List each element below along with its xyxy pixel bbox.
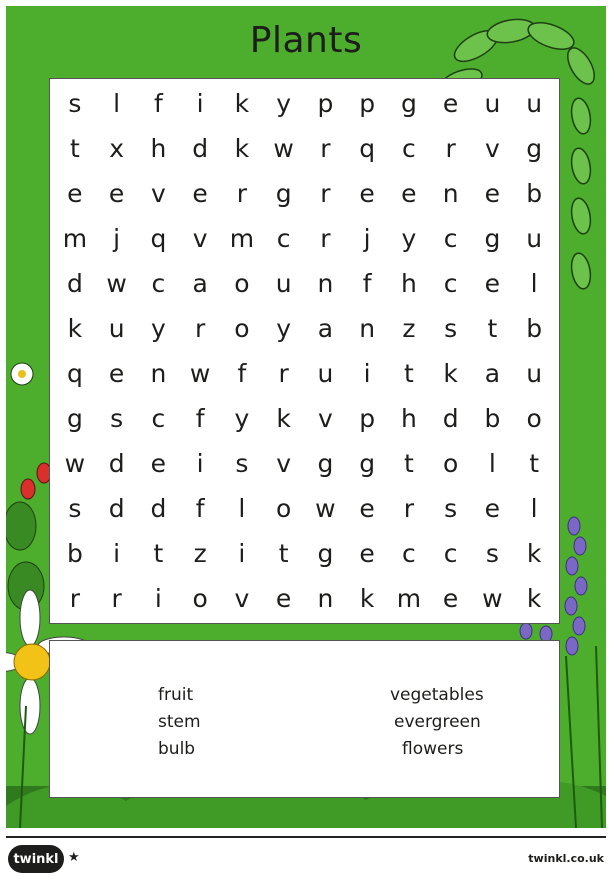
grid-letter: e [150, 449, 167, 478]
grid-letter: k [234, 134, 250, 163]
grid-letter: q [150, 224, 167, 253]
grid-letter: v [150, 179, 166, 208]
grid-letter: e [484, 269, 501, 298]
leaf-icon [569, 252, 593, 291]
grid-letter: b [484, 404, 501, 433]
grid-letter: i [113, 539, 121, 568]
grid-letter: i [238, 539, 246, 568]
grid-letter: u [484, 89, 501, 118]
grid-letter: k [67, 314, 83, 343]
grid-letter: s [444, 494, 458, 523]
grid-letter: l [238, 494, 246, 523]
grid-letter: v [234, 584, 250, 613]
grid-letter: o [275, 494, 292, 523]
word-list-item: evergreen [394, 712, 481, 732]
grid-letter: w [189, 359, 211, 388]
leaf-icon [569, 147, 593, 186]
grid-letter: y [234, 404, 250, 433]
grid-letter: a [484, 359, 501, 388]
grid-letter: c [276, 224, 291, 253]
grid-letter: w [64, 449, 86, 478]
word-list-item: fruit [158, 685, 194, 705]
grid-letter: e [192, 179, 208, 208]
grid-letter: e [442, 584, 459, 613]
worksheet-background [6, 6, 606, 828]
grid-letter: g [526, 134, 543, 163]
grid-letter: a [317, 314, 334, 343]
grid-letter: e [359, 494, 375, 523]
grid-letter: e [108, 179, 125, 208]
grid-letter: k [359, 584, 375, 613]
grid-letter: r [236, 179, 248, 208]
grid-letter: c [151, 404, 166, 433]
grid-letter: s [235, 449, 249, 478]
grid-letter: j [113, 224, 121, 253]
grid-letter: f [195, 494, 205, 523]
grid-letter: u [526, 359, 543, 388]
grid-letter: n [359, 314, 376, 343]
grid-letter: q [359, 134, 376, 163]
grid-letter: g [317, 449, 334, 478]
grid-letter: u [526, 89, 543, 118]
grid-letter: z [193, 539, 207, 568]
word-list-item: flowers [402, 739, 464, 759]
grid-letter: b [66, 539, 83, 568]
grid-letter: r [445, 134, 456, 163]
grid-letter: t [278, 539, 289, 568]
grid-letter: b [526, 179, 543, 208]
grid-letter: i [196, 449, 204, 478]
grid-letter: j [363, 224, 371, 253]
leaf-icon [6, 502, 36, 550]
grid-letter: s [110, 404, 124, 433]
grid-letter: d [150, 494, 167, 523]
leaf-icon [569, 97, 593, 136]
grid-letter: r [320, 224, 331, 253]
grid-letter: d [108, 494, 125, 523]
word-list-item: bulb [158, 739, 196, 759]
grid-letter: h [150, 134, 167, 163]
grid-letter: o [234, 269, 250, 298]
grid-letter: b [526, 314, 543, 343]
grid-letter: e [401, 179, 417, 208]
grid-letter: n [150, 359, 167, 388]
grid-letter: k [526, 584, 542, 613]
grid-letter: v [317, 404, 333, 433]
grid-letter: k [276, 404, 291, 433]
grid-letter: s [68, 494, 82, 523]
strawberry-icon [21, 463, 51, 499]
grid-letter: u [108, 314, 125, 343]
grid-letter: t [403, 359, 414, 388]
grid-letter: k [234, 89, 250, 118]
grid-letter: e [359, 539, 375, 568]
grid-letter: g [484, 224, 501, 253]
grid-letter: g [400, 89, 417, 118]
grid-letter: r [320, 134, 331, 163]
grid-letter: r [69, 584, 81, 613]
grid-letter: e [359, 179, 375, 208]
grid-letter: t [487, 314, 498, 343]
grid-letter: e [108, 359, 125, 388]
grid-letter: r [278, 359, 289, 388]
grid-letter: n [442, 179, 459, 208]
grid-letter: e [442, 89, 459, 118]
grid-letter: z [402, 314, 416, 343]
grid-letter: d [66, 269, 83, 298]
grid-letter: v [192, 224, 208, 253]
grid-letter: g [317, 539, 334, 568]
grid-letter: n [317, 584, 334, 613]
site-url: twinkl.co.uk [528, 852, 604, 865]
grid-letter: f [153, 89, 163, 118]
grid-letter: t [529, 449, 540, 478]
grid-letter: k [526, 539, 542, 568]
grid-letter: i [154, 584, 162, 613]
grid-letter: v [276, 449, 292, 478]
grid-letter: e [484, 179, 501, 208]
grid-letter: w [273, 134, 294, 163]
grid-letter: c [443, 224, 458, 253]
grid-letter: q [66, 359, 83, 388]
grid-letter: u [526, 224, 543, 253]
grid-letter: g [66, 404, 83, 433]
grid-letter: p [359, 89, 376, 118]
word-list [49, 640, 560, 798]
grid-letter: u [275, 269, 292, 298]
grid-letter: t [69, 134, 80, 163]
grid-letter: d [442, 404, 459, 433]
grid-letter: s [68, 89, 82, 118]
grid-letter: n [317, 269, 334, 298]
grid-letter: p [317, 89, 334, 118]
star-icon: ★ [68, 850, 80, 865]
grid-letter: l [530, 269, 538, 298]
grid-letter: x [109, 134, 125, 163]
grid-letter: y [276, 89, 292, 118]
grid-letter: d [108, 449, 125, 478]
grid-letter: i [363, 359, 371, 388]
grid-letter: w [482, 584, 503, 613]
grid-letter: d [192, 134, 209, 163]
grid-letter: o [526, 404, 542, 433]
flower-icon [11, 363, 33, 385]
grid-letter: f [362, 269, 372, 298]
grid-letter: w [315, 494, 336, 523]
footer-divider [6, 836, 606, 838]
grid-letter: h [400, 404, 417, 433]
twinkl-logo: twinkl [8, 845, 64, 873]
grid-letter: c [402, 539, 416, 568]
grid-letter: c [151, 269, 166, 298]
grid-letter: y [401, 224, 417, 253]
grid-letter: c [402, 134, 416, 163]
grid-letter: y [150, 314, 166, 343]
grid-letter: s [444, 314, 458, 343]
word-list-item: vegetables [390, 685, 484, 705]
grid-letter: r [111, 584, 122, 613]
grid-letter: u [317, 359, 334, 388]
grid-letter: e [275, 584, 292, 613]
grid-letter: m [62, 224, 88, 253]
word-search-grid [49, 78, 560, 624]
grid-letter: o [234, 314, 250, 343]
word-list-item: stem [158, 712, 201, 732]
grid-letter: r [403, 494, 415, 523]
grid-letter: s [485, 539, 499, 568]
grid-letter: m [229, 224, 255, 253]
grid-letter: h [400, 269, 417, 298]
grid-letter: e [67, 179, 83, 208]
grid-letter: w [106, 269, 127, 298]
grid-letter: e [484, 494, 501, 523]
grid-letter: g [275, 179, 292, 208]
grid-letter: i [196, 89, 204, 118]
grid-letter: c [443, 269, 458, 298]
grid-letter: g [359, 449, 376, 478]
leaf-icon [569, 197, 593, 236]
grid-letter: k [443, 359, 458, 388]
grid-letter: f [195, 404, 205, 433]
grid-letter: p [359, 404, 376, 433]
grid-letter: o [442, 449, 459, 478]
grid-letter: f [237, 359, 247, 388]
grid-letter: r [194, 314, 206, 343]
grid-letter: r [320, 179, 331, 208]
grid-letter: o [192, 584, 208, 613]
grid-letter: t [403, 449, 414, 478]
grid-letter: a [192, 269, 208, 298]
grid-letter: c [443, 539, 458, 568]
page-title: Plants [249, 20, 363, 61]
grid-letter: m [396, 584, 422, 613]
grid-letter: l [530, 494, 538, 523]
grid-letter: t [153, 539, 164, 568]
grid-letter: l [488, 449, 496, 478]
grid-letter: l [113, 89, 121, 118]
grid-letter: y [276, 314, 292, 343]
grid-letter: v [484, 134, 500, 163]
